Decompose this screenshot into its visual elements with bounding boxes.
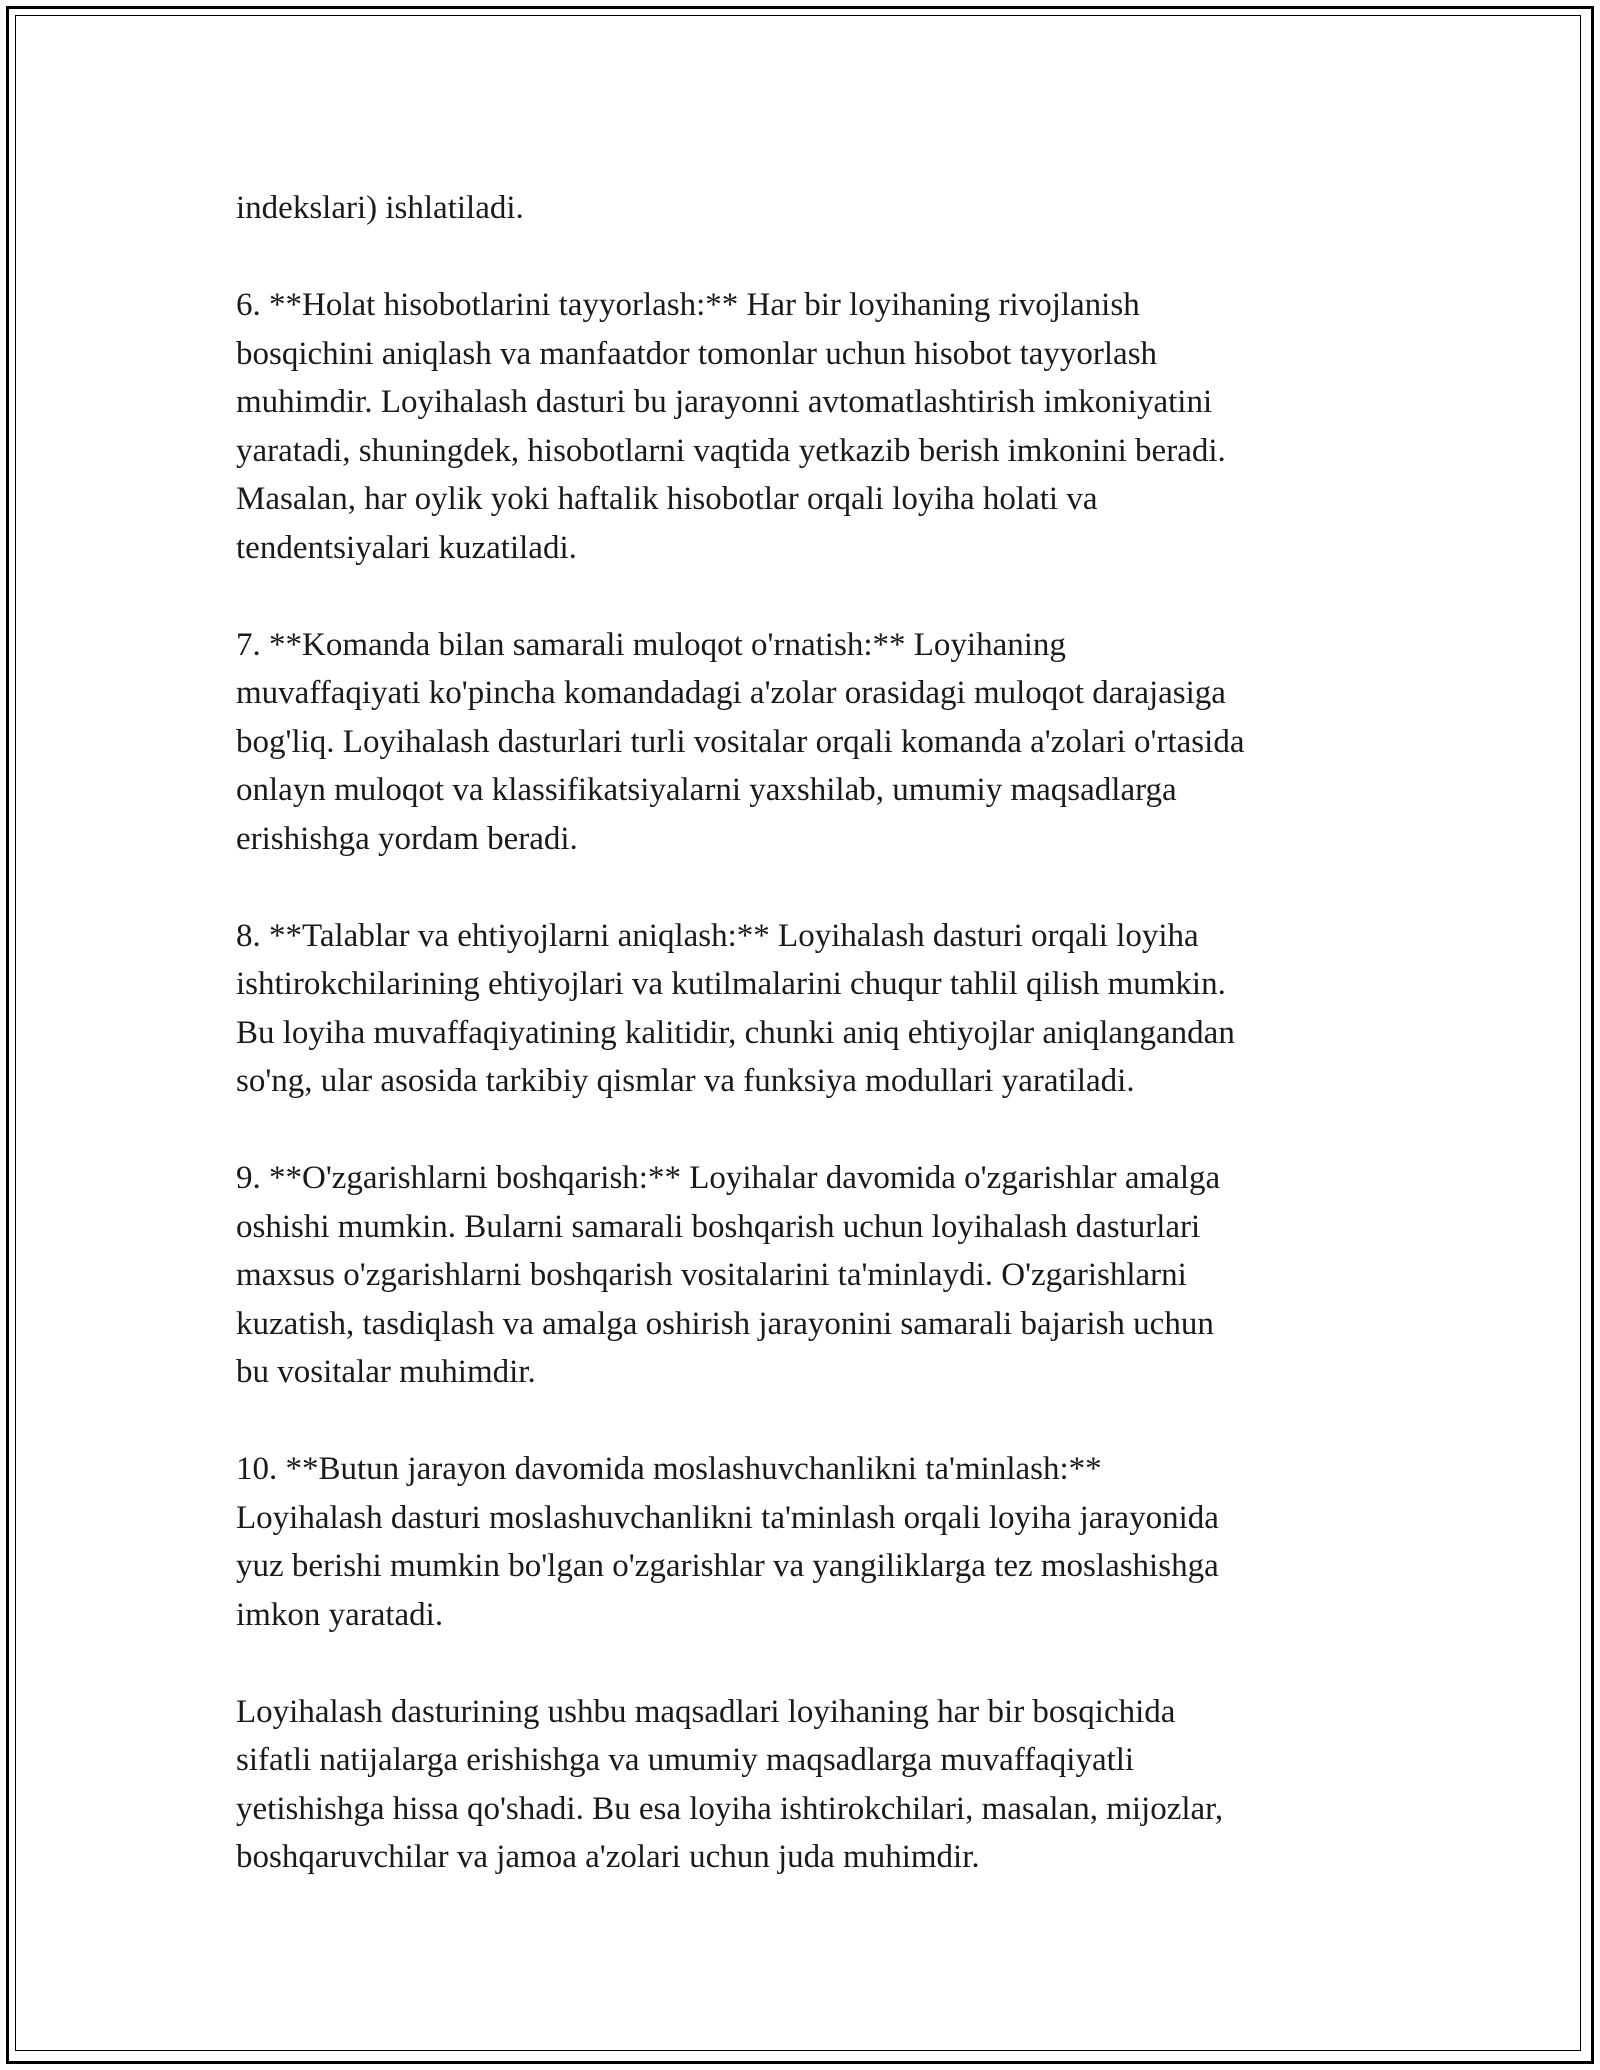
text-line: ishtirokchilarining ehtiyojlari va kutilmalarini chuqur tahlil qilish mumkin.: [236, 966, 1226, 1002]
text-line: oshishi mumkin. Bularni samarali boshqarish uchun loyihalash dasturlari: [236, 1208, 1201, 1245]
text-line: bosqichini aniqlash va manfaatdor tomonlar uchun hisobot tayyorlash: [236, 335, 1158, 372]
paragraph-item-6: [236, 281, 1386, 572]
text-line: indekslari) ishlatiladi.: [236, 190, 524, 226]
paragraph-item-9: [236, 1154, 1386, 1397]
text-line: maxsus o'zgarishlarni boshqarish vositalarini ta'minlaydi. O'zgarishlarni: [236, 1257, 1187, 1293]
text-line: bog'liq. Loyihalash dasturlari turli vositalar orqali komanda a'zolari o'rtasida: [236, 723, 1245, 760]
text-line: 8. **Talablar va ehtiyojlarni aniqlash:** Loyihalash dasturi orqali loyiha: [236, 917, 1199, 954]
text-line: 7. **Komanda bilan samarali muloqot o'rnatish:** Loyihaning: [236, 626, 1066, 663]
text-line: erishishga yordam beradi.: [236, 820, 578, 857]
text-line: so'ng, ular asosida tarkibiy qismlar va funksiya modullari yaratiladi.: [236, 1063, 1135, 1099]
text-line: 6. **Holat hisobotlarini tayyorlash:** Har bir loyihaning rivojlanish: [236, 287, 1140, 323]
text-line: bu vositalar muhimdir.: [236, 1354, 536, 1390]
text-line: yuz berishi mumkin bo'lgan o'zgarishlar va yangiliklarga tez moslashishga: [236, 1548, 1219, 1584]
text-line: sifatli natijalarga erishishga va umumiy maqsadlarga muvaffaqiyatli: [236, 1742, 1135, 1778]
paragraph-item-8: [236, 912, 1386, 1106]
text-line: imkon yaratadi.: [236, 1596, 444, 1633]
text-line: Masalan, har oylik yoki haftalik hisobotlar orqali loyiha holati va: [236, 481, 1098, 517]
text-line: muhimdir. Loyihalash dasturi bu jarayonni avtomatlashtirish imkoniyatini: [236, 384, 1213, 420]
text-line: onlayn muloqot va klassifikatsiyalarni yaxshilab, umumiy maqsadlarga: [236, 772, 1177, 808]
text-line: Loyihalash dasturi moslashuvchanlikni ta'minlash orqali loyiha jarayonida: [236, 1499, 1219, 1536]
text-line: yaratadi, shuningdek, hisobotlarni vaqtida yetkazib berish imkonini beradi.: [236, 432, 1226, 469]
text-line: 9. **O'zgarishlarni boshqarish:** Loyihalar davomida o'zgarishlar amalga: [236, 1160, 1221, 1196]
text-line: tendentsiyalari kuzatiladi.: [236, 529, 577, 566]
text-line: muvaffaqiyati ko'pincha komandadagi a'zolar orasidagi muloqot darajasiga: [236, 675, 1226, 711]
text-line: Loyihalash dasturining ushbu maqsadlari loyihaning har bir bosqichida: [236, 1693, 1176, 1730]
text-line: boshqaruvchilar va jamoa a'zolari uchun juda muhimdir.: [236, 1839, 980, 1875]
paragraph-conclusion: [236, 1688, 1386, 1882]
document-body: [236, 184, 1386, 1930]
paragraph-item-10: [236, 1445, 1386, 1639]
text-line: kuzatish, tasdiqlash va amalga oshirish jarayonini samarali bajarish uchun: [236, 1305, 1214, 1342]
paragraph-continuation: [236, 184, 1386, 233]
text-line: 10. **Butun jarayon davomida moslashuvchanlikni ta'minlash:**: [236, 1451, 1102, 1487]
paragraph-item-7: [236, 621, 1386, 864]
text-line: Bu loyiha muvaffaqiyatining kalitidir, chunki aniq ehtiyojlar aniqlangandan: [236, 1014, 1235, 1051]
text-line: yetishishga hissa qo'shadi. Bu esa loyiha ishtirokchilari, masalan, mijozlar,: [236, 1790, 1224, 1827]
